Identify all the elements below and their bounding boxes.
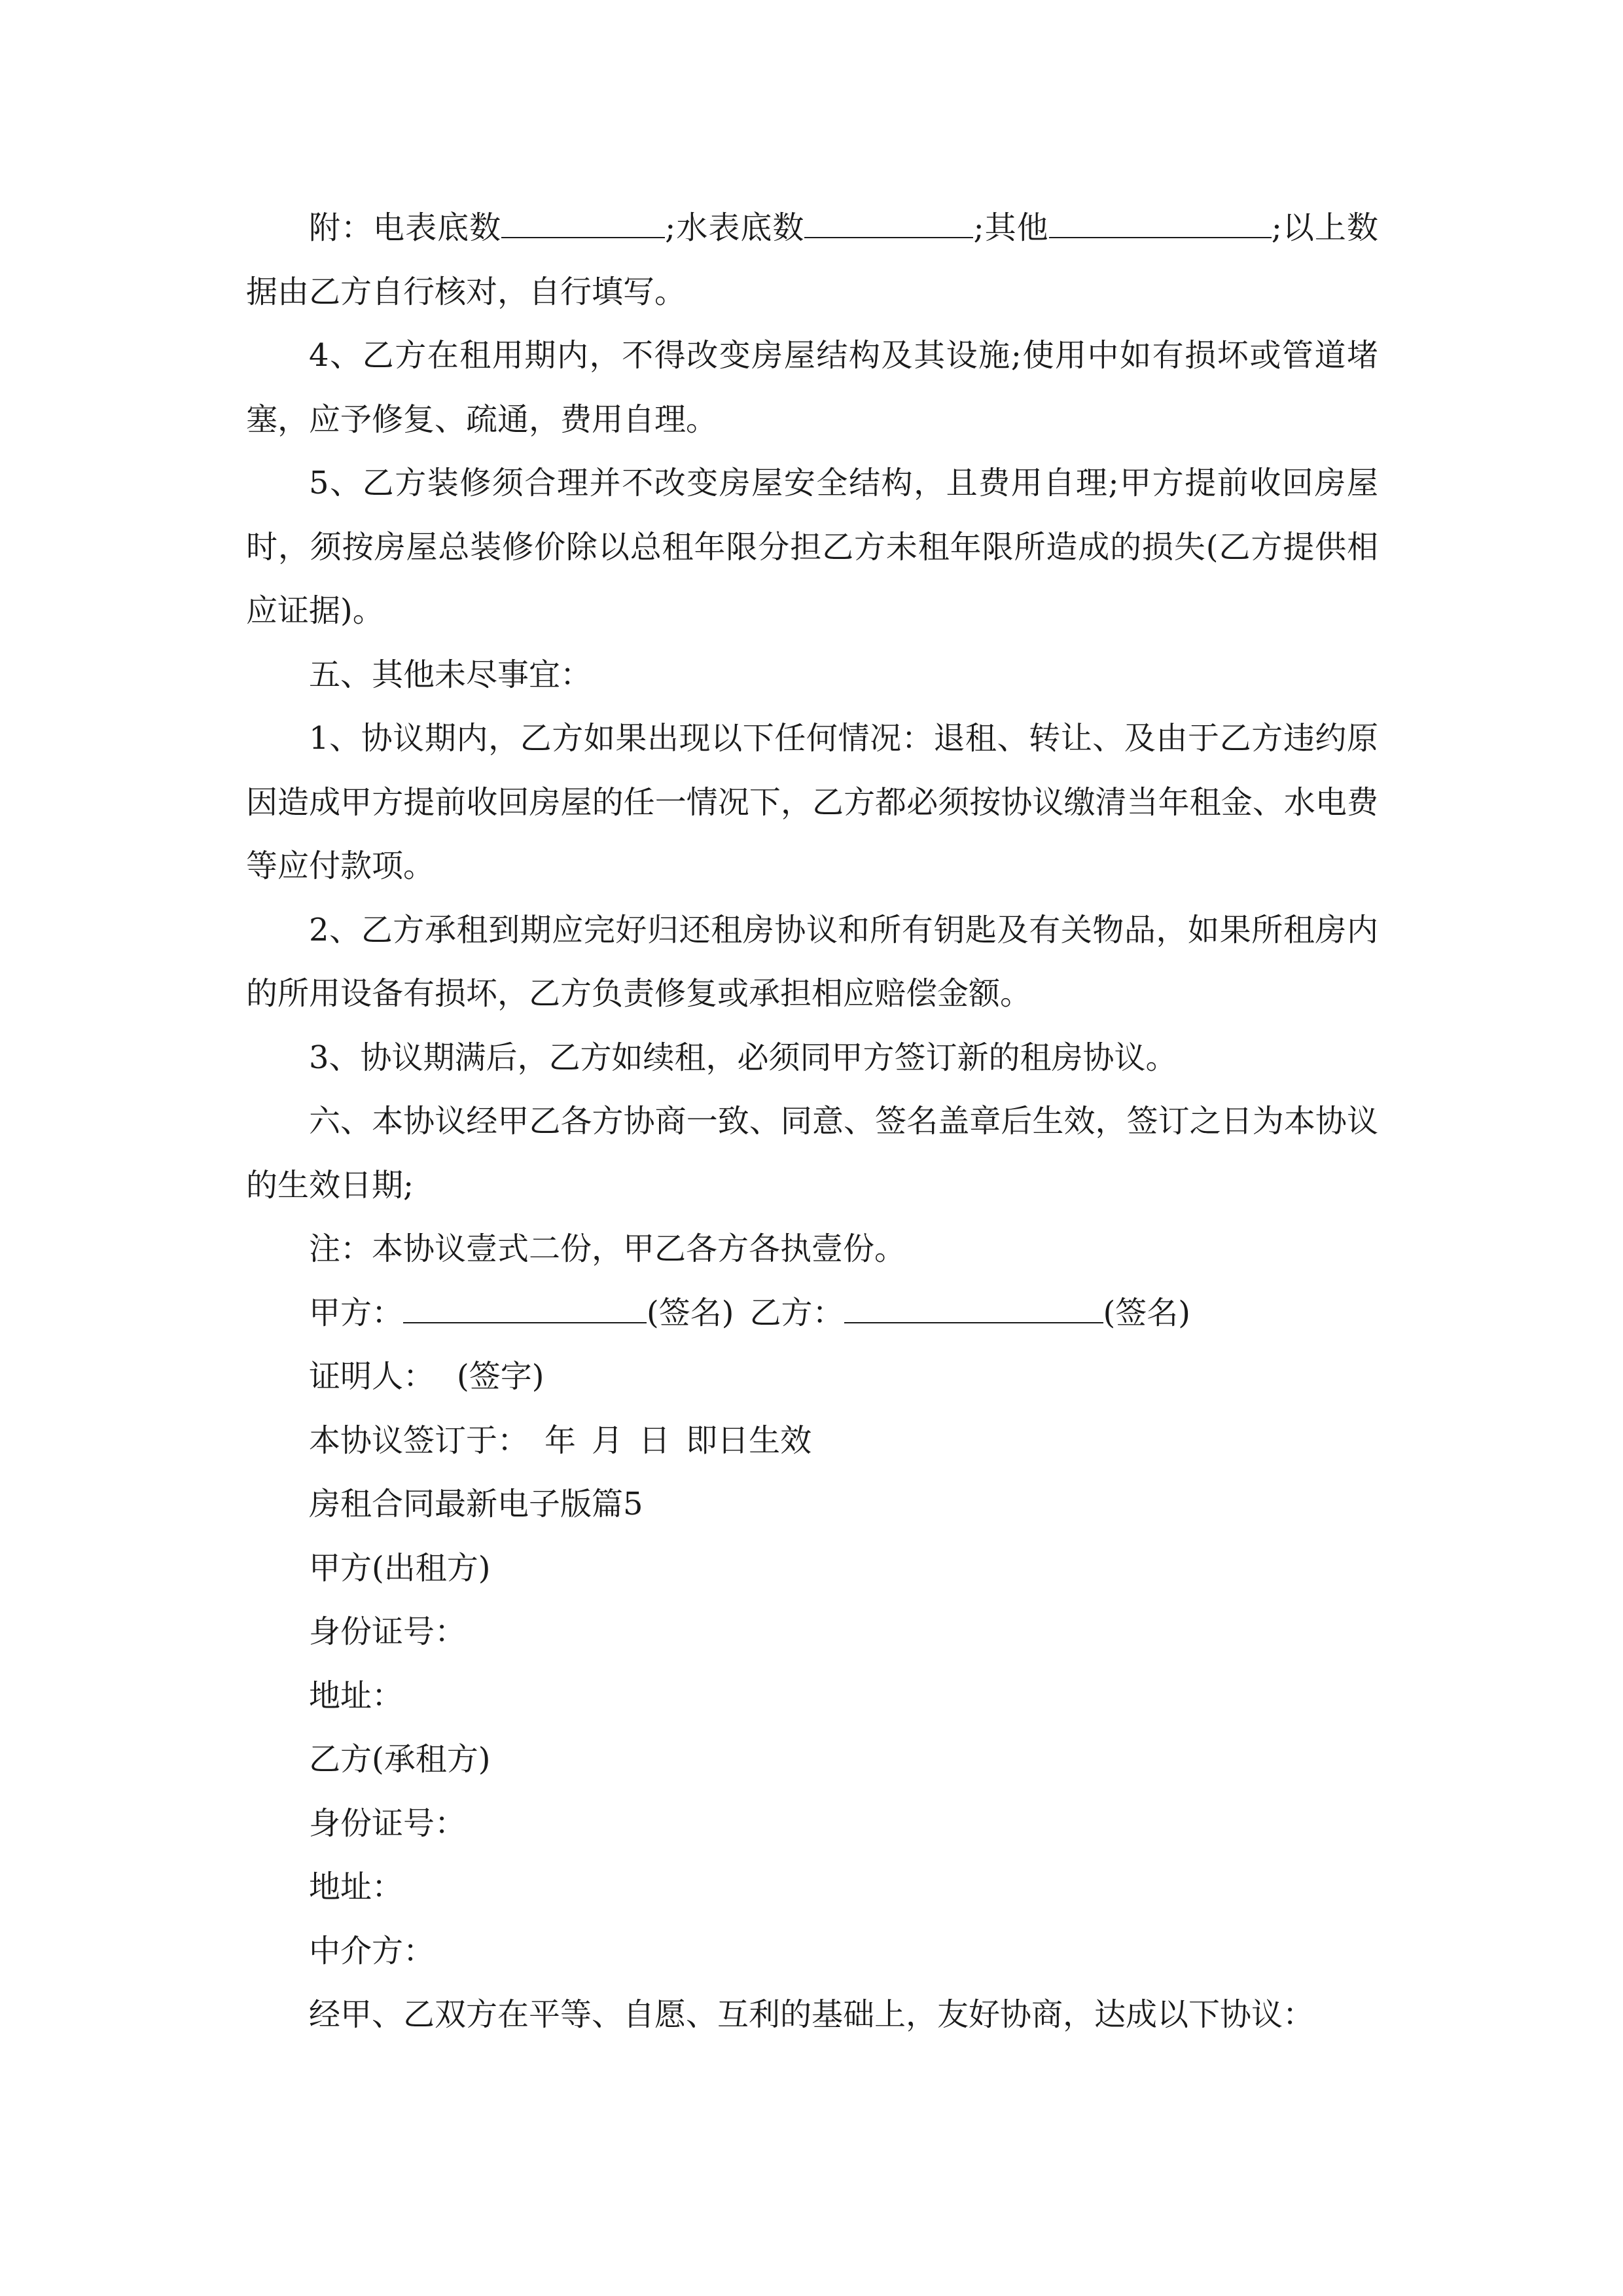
party-a-label: 甲方： <box>309 1294 404 1331</box>
document-body <box>246 196 1378 2047</box>
clause-4: 4、乙方在租用期内，不得改变房屋结构及其设施;使用中如有损坏或管道堵塞，应予修复、疏通，费用自理。 <box>246 337 1378 438</box>
meter-note-text: ;以上数据由乙方自行核对，自行填写。 <box>246 209 1378 310</box>
section-5-item-2: 2、乙方承租到期应完好归还租房协议和所有钥匙及有关物品，如果所租房内的所用设备有损坏，乙方负责修复或承担相应赔偿金额。 <box>246 911 1378 1012</box>
water-meter-label: ;水表底数 <box>665 209 805 246</box>
witness-label: 证明人： <box>309 1358 435 1395</box>
copies-note: 注：本协议壹式二份，甲乙各方各执壹份。 <box>309 1230 906 1267</box>
electric-meter-label: 附：电表底数 <box>309 209 502 246</box>
section-5-heading: 五、其他未尽事宜： <box>309 656 592 693</box>
party-a-heading: 甲方(出租方) <box>309 1549 491 1587</box>
agreement-intro: 经甲、乙双方在平等、自愿、互利的基础上，友好协商，达成以下协议： <box>309 1996 1315 2033</box>
other-blank <box>1049 207 1272 238</box>
party-b-id-field: 身份证号： <box>309 1804 467 1842</box>
party-b-signature-blank <box>844 1292 1103 1323</box>
day-label: 日 <box>639 1422 671 1459</box>
contract-title: 房租合同最新电子版篇5 <box>309 1486 643 1522</box>
meter-readings-paragraph <box>246 196 1378 324</box>
signature-line <box>246 1282 1378 1346</box>
section-5-item-1: 1、协议期内，乙方如果出现以下任何情况：退租、转让、及由于乙方违约原因造成甲方提前收回房屋的任一情况下，乙方都必须按协议缴清当年租金、水电费等应付款项。 <box>246 720 1378 884</box>
party-b-sign-note: (签名) <box>1103 1294 1190 1331</box>
month-label: 月 <box>592 1422 624 1459</box>
section-6: 六、本协议经甲乙各方协商一致、同意、签名盖章后生效，签订之日为本协议的生效日期; <box>246 1103 1378 1204</box>
signing-date-label: 本协议签订于： <box>309 1422 529 1459</box>
water-meter-blank <box>804 207 973 238</box>
party-b-heading: 乙方(承租方) <box>309 1741 491 1778</box>
party-a-sign-note: (签名) <box>647 1294 734 1331</box>
signing-date-line <box>246 1409 1378 1473</box>
agent-field: 中介方： <box>309 1932 435 1969</box>
year-label: 年 <box>544 1422 577 1459</box>
section-5-item-3: 3、协议期满后，乙方如续租，必须同甲方签订新的租房协议。 <box>309 1039 1177 1076</box>
electric-meter-blank <box>501 207 665 238</box>
party-b-label: 乙方： <box>749 1294 844 1331</box>
witness-sign-note: (签字) <box>457 1358 544 1395</box>
party-a-signature-blank <box>403 1292 647 1323</box>
clause-5: 5、乙方装修须合理并不改变房屋安全结构，且费用自理;甲方提前收回房屋时，须按房屋总装修价除以总租年限分担乙方未租年限所造成的损失(乙方提供相应证据)。 <box>246 465 1378 629</box>
witness-line <box>246 1345 1378 1409</box>
party-a-address-field: 地址： <box>309 1677 404 1714</box>
other-label: ;其他 <box>973 209 1049 246</box>
party-b-address-field: 地址： <box>309 1869 404 1905</box>
effective-label: 即日生效 <box>686 1422 812 1459</box>
party-a-id-field: 身份证号： <box>309 1613 467 1650</box>
